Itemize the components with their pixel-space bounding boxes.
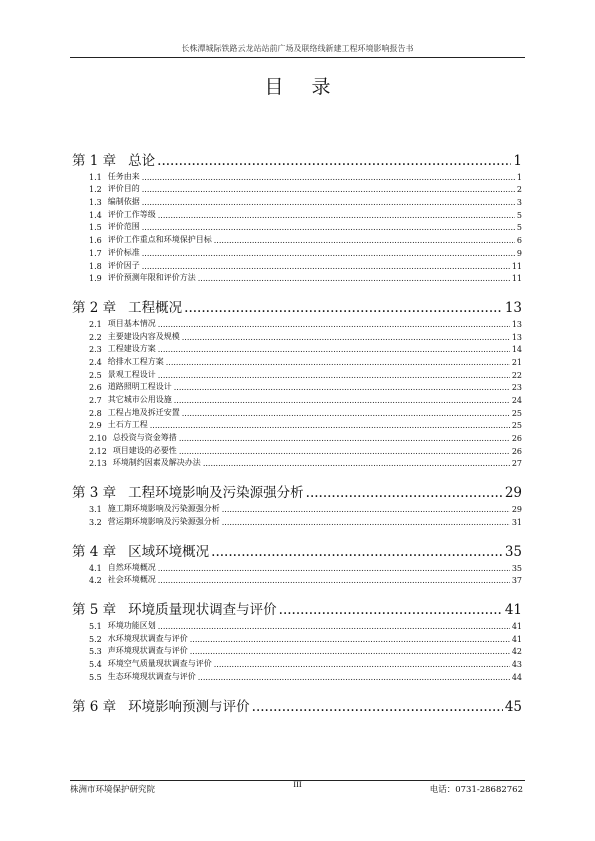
toc-section-entry[interactable] bbox=[72, 380, 522, 393]
toc-entry-number: 1.2 bbox=[89, 185, 102, 195]
toc-dot-leader bbox=[142, 262, 510, 271]
toc-entry-page: 22 bbox=[511, 370, 522, 380]
toc-entry-page: 6 bbox=[516, 236, 522, 246]
toc-dot-leader bbox=[142, 249, 515, 258]
toc-section-entry[interactable] bbox=[72, 194, 522, 207]
toc-entry-page: 5 bbox=[516, 210, 522, 220]
toc-entry-number: 2.12 bbox=[89, 446, 107, 456]
toc-entry-number: 4.2 bbox=[89, 576, 102, 586]
toc-entry-number: 5.5 bbox=[89, 672, 102, 682]
toc-section-entry[interactable] bbox=[72, 392, 522, 405]
toc-entry-number: 5.1 bbox=[89, 621, 102, 631]
chapter-gap bbox=[72, 283, 522, 297]
toc-entry-title: 环境空气质量现状调查与评价 bbox=[107, 658, 212, 668]
toc-section-entry[interactable] bbox=[72, 232, 522, 245]
toc-section-entry[interactable] bbox=[72, 271, 522, 284]
toc-entry-number: 1.5 bbox=[89, 223, 102, 233]
toc-dot-leader bbox=[179, 447, 510, 456]
toc-entry-number: 2.10 bbox=[89, 434, 107, 444]
toc-entry-number: 5.4 bbox=[89, 659, 102, 669]
toc-entry-title: 环境功能区划 bbox=[107, 620, 156, 630]
toc-chapter-entry[interactable] bbox=[72, 696, 522, 715]
toc-chapter-entry[interactable] bbox=[72, 599, 522, 618]
toc-entry-number: 1.3 bbox=[89, 198, 102, 208]
toc-dot-leader bbox=[158, 576, 510, 585]
toc-dot-leader bbox=[222, 505, 510, 514]
toc-entry-title: 编制依据 bbox=[107, 197, 140, 207]
toc-entry-title: 土石方工程 bbox=[107, 420, 148, 430]
toc-dot-leader bbox=[179, 434, 510, 443]
toc-dot-leader bbox=[158, 345, 510, 354]
toc-entry-title: 环境质量现状调查与评价 bbox=[128, 602, 277, 619]
toc-entry-number: 1.7 bbox=[89, 248, 102, 258]
toc-entry-page: 41 bbox=[504, 602, 522, 619]
toc-dot-leader bbox=[174, 396, 510, 405]
toc-section-entry[interactable] bbox=[72, 367, 522, 380]
toc-dot-leader bbox=[158, 371, 510, 380]
toc-dot-leader bbox=[142, 198, 515, 207]
toc-entry-number: 2.13 bbox=[89, 459, 107, 469]
toc-dot-leader bbox=[190, 635, 510, 644]
toc-section-entry[interactable] bbox=[72, 514, 522, 527]
toc-section-entry[interactable] bbox=[72, 245, 522, 258]
toc-section-entry[interactable] bbox=[72, 644, 522, 657]
toc-entry-number: 3.1 bbox=[89, 505, 102, 515]
toc-dot-leader bbox=[203, 459, 510, 468]
toc-entry-title: 评价因子 bbox=[107, 260, 140, 270]
toc-entry-number: 2.2 bbox=[89, 332, 102, 342]
toc-entry-title: 其它城市公用设施 bbox=[107, 395, 172, 404]
toc-entry-title: 任务由来 bbox=[107, 171, 140, 181]
toc-dot-leader bbox=[174, 383, 510, 392]
toc-entry-page: 26 bbox=[511, 446, 522, 456]
toc-entry-page: 27 bbox=[511, 459, 522, 469]
toc-section-entry[interactable] bbox=[72, 316, 522, 329]
toc-entry-page: 5 bbox=[516, 223, 522, 233]
running-header: 长株潭城际铁路云龙站站前广场及联络线新建工程环境影响报告书 bbox=[181, 44, 414, 53]
toc-entry-title: 项目基本情况 bbox=[107, 318, 156, 328]
page-title: 目录 bbox=[264, 76, 359, 98]
toc-chapter-entry[interactable] bbox=[72, 541, 522, 560]
toc-entry-page: 2 bbox=[516, 185, 522, 195]
toc-entry-title: 给排水工程方案 bbox=[107, 356, 164, 366]
toc-dot-leader bbox=[150, 421, 510, 430]
toc-entry-page: 11 bbox=[511, 261, 522, 271]
toc-entry-title: 总投资与资金筹措 bbox=[112, 433, 177, 443]
toc-section-entry[interactable] bbox=[72, 354, 522, 367]
toc-entry-title: 评价范围 bbox=[107, 222, 140, 232]
toc-entry-title: 声环境现状调查与评价 bbox=[107, 646, 188, 656]
toc-entry-page: 23 bbox=[511, 383, 522, 393]
toc-section-entry[interactable] bbox=[72, 560, 522, 573]
toc-dot-leader bbox=[158, 622, 510, 631]
toc-entry-number: 第 5 章 bbox=[72, 602, 117, 619]
toc-entry-title: 施工期环境影响及污染源强分析 bbox=[107, 504, 220, 514]
toc-entry-page: 14 bbox=[511, 345, 522, 355]
toc-dot-leader bbox=[182, 333, 510, 342]
toc-dot-leader bbox=[198, 274, 510, 283]
toc-dot-leader bbox=[252, 699, 503, 715]
toc-entry-page: 35 bbox=[511, 563, 522, 573]
toc-section-entry[interactable] bbox=[72, 169, 522, 182]
toc-entry-page: 29 bbox=[504, 485, 522, 502]
toc-entry-page: 26 bbox=[511, 434, 522, 444]
toc-entry-page: 13 bbox=[511, 332, 522, 342]
toc-entry-page: 1 bbox=[516, 172, 522, 182]
toc-section-entry[interactable] bbox=[72, 182, 522, 195]
toc-section-entry[interactable] bbox=[72, 220, 522, 233]
toc-section-entry[interactable] bbox=[72, 456, 522, 469]
toc-dot-leader bbox=[158, 211, 515, 220]
toc-entry-number: 2.6 bbox=[89, 383, 102, 393]
toc-entry-number: 1.4 bbox=[89, 210, 102, 220]
toc-entry-number: 2.8 bbox=[89, 408, 102, 418]
toc-entry-title: 工程环境影响及污染源强分析 bbox=[128, 485, 304, 502]
toc-entry-number: 5.2 bbox=[89, 634, 102, 644]
toc-entry-title: 水环境现状调查与评价 bbox=[107, 633, 188, 643]
chapter-gap bbox=[72, 585, 522, 599]
chapter-gap bbox=[72, 527, 522, 541]
toc-section-entry[interactable] bbox=[72, 573, 522, 586]
toc-section-entry[interactable] bbox=[72, 329, 522, 342]
toc-dot-leader bbox=[184, 300, 503, 316]
toc-section-entry[interactable] bbox=[72, 669, 522, 682]
toc-entry-number: 1.6 bbox=[89, 236, 102, 246]
toc-entry-page: 35 bbox=[504, 543, 522, 560]
toc-section-entry[interactable] bbox=[72, 430, 522, 443]
toc-entry-page: 29 bbox=[511, 505, 522, 515]
toc-chapter-entry[interactable] bbox=[72, 482, 522, 501]
toc-entry-title: 景观工程设计 bbox=[107, 369, 156, 379]
toc-section-entry[interactable] bbox=[72, 618, 522, 631]
toc-dot-leader bbox=[142, 185, 515, 194]
toc-dot-leader bbox=[211, 544, 503, 560]
toc-entry-number: 第 6 章 bbox=[72, 698, 117, 715]
toc-entry-title: 评价预测年限和评价方法 bbox=[107, 273, 196, 283]
toc-entry-page: 13 bbox=[511, 319, 522, 329]
toc-entry-number: 2.1 bbox=[89, 319, 102, 329]
header-rule bbox=[70, 57, 525, 58]
toc-entry-number: 2.5 bbox=[89, 370, 102, 380]
toc-dot-leader bbox=[157, 153, 511, 169]
toc-section-entry[interactable] bbox=[72, 631, 522, 644]
toc-dot-leader bbox=[306, 485, 503, 501]
toc-entry-title: 环境影响预测与评价 bbox=[128, 698, 250, 715]
toc-entry-number: 第 1 章 bbox=[72, 153, 117, 169]
toc-entry-page: 24 bbox=[511, 396, 522, 405]
toc-entry-title: 工程概况 bbox=[128, 300, 183, 317]
footer-organization: 株洲市环境保护研究院 bbox=[70, 785, 156, 795]
toc-entry-number: 第 4 章 bbox=[72, 543, 117, 560]
toc-section-entry[interactable] bbox=[72, 405, 522, 418]
toc-entry-title: 道路照明工程设计 bbox=[107, 382, 172, 392]
toc-entry-number: 2.7 bbox=[89, 396, 102, 405]
toc-dot-leader bbox=[182, 409, 510, 418]
table-of-contents bbox=[72, 150, 522, 715]
toc-section-entry[interactable] bbox=[72, 207, 522, 220]
toc-entry-title: 生态环境现状调查与评价 bbox=[107, 671, 196, 681]
toc-entry-page: 44 bbox=[511, 672, 522, 682]
toc-section-entry[interactable] bbox=[72, 501, 522, 514]
toc-section-entry[interactable] bbox=[72, 342, 522, 355]
toc-entry-page: 3 bbox=[516, 198, 522, 208]
toc-entry-title: 总论 bbox=[128, 153, 156, 169]
toc-dot-leader bbox=[158, 320, 510, 329]
toc-entry-page: 25 bbox=[511, 421, 522, 431]
toc-entry-title: 项目建设的必要性 bbox=[112, 445, 177, 455]
toc-entry-page: 31 bbox=[511, 517, 522, 527]
toc-dot-leader bbox=[279, 602, 503, 618]
chapter-gap bbox=[72, 468, 522, 482]
toc-entry-title: 营运期环境影响及污染源强分析 bbox=[107, 516, 220, 526]
toc-entry-page: 11 bbox=[511, 274, 522, 284]
toc-dot-leader bbox=[158, 564, 510, 573]
toc-dot-leader bbox=[214, 660, 510, 669]
footer-page-number: III bbox=[293, 779, 302, 789]
toc-dot-leader bbox=[222, 518, 510, 527]
toc-dot-leader bbox=[214, 236, 515, 245]
toc-dot-leader bbox=[190, 647, 510, 656]
toc-section-entry[interactable] bbox=[72, 443, 522, 456]
toc-entry-page: 21 bbox=[511, 357, 522, 367]
toc-entry-number: 1.9 bbox=[89, 274, 102, 284]
toc-entry-page: 13 bbox=[504, 300, 522, 317]
toc-entry-number: 1.8 bbox=[89, 261, 102, 271]
toc-section-entry[interactable] bbox=[72, 418, 522, 431]
toc-entry-number: 2.9 bbox=[89, 421, 102, 431]
toc-entry-title: 环境制约因素及解决办法 bbox=[112, 458, 201, 468]
toc-entry-number: 2.4 bbox=[89, 357, 102, 367]
toc-entry-page: 42 bbox=[511, 647, 522, 657]
toc-entry-number: 3.2 bbox=[89, 517, 102, 527]
toc-entry-title: 评价目的 bbox=[107, 184, 140, 194]
toc-dot-leader bbox=[166, 358, 510, 367]
toc-section-entry[interactable] bbox=[72, 258, 522, 271]
toc-entry-number: 4.1 bbox=[89, 563, 102, 573]
toc-entry-title: 区域环境概况 bbox=[128, 543, 210, 560]
toc-entry-title: 工程建设方案 bbox=[107, 344, 156, 354]
toc-entry-title: 主要建设内容及规模 bbox=[107, 331, 180, 341]
toc-entry-page: 37 bbox=[511, 576, 522, 586]
chapter-gap bbox=[72, 682, 522, 696]
toc-entry-number: 1.1 bbox=[89, 172, 102, 182]
toc-entry-page: 1 bbox=[513, 153, 522, 169]
toc-entry-number: 2.3 bbox=[89, 345, 102, 355]
toc-entry-page: 45 bbox=[504, 698, 522, 715]
toc-chapter-entry[interactable] bbox=[72, 150, 522, 169]
toc-dot-leader bbox=[142, 223, 515, 232]
toc-entry-title: 评价工作等级 bbox=[107, 209, 156, 219]
toc-entry-page: 41 bbox=[511, 634, 522, 644]
toc-entry-title: 评价标准 bbox=[107, 247, 140, 257]
toc-entry-number: 第 2 章 bbox=[72, 300, 117, 317]
footer-phone: 电话：0731-28682762 bbox=[429, 785, 523, 795]
toc-entry-page: 41 bbox=[511, 621, 522, 631]
toc-entry-title: 工程占地及拆迁安置 bbox=[107, 407, 180, 417]
toc-section-entry[interactable] bbox=[72, 656, 522, 669]
toc-dot-leader bbox=[198, 673, 510, 682]
toc-entry-title: 自然环境概况 bbox=[107, 562, 156, 572]
toc-entry-page: 43 bbox=[511, 659, 522, 669]
toc-entry-title: 评价工作重点和环境保护目标 bbox=[107, 235, 212, 245]
toc-entry-number: 第 3 章 bbox=[72, 485, 117, 502]
toc-entry-title: 社会环境概况 bbox=[107, 575, 156, 585]
toc-entry-page: 9 bbox=[516, 248, 522, 258]
toc-dot-leader bbox=[142, 173, 515, 182]
toc-entry-number: 5.3 bbox=[89, 647, 102, 657]
toc-chapter-entry[interactable] bbox=[72, 297, 522, 316]
toc-entry-page: 25 bbox=[511, 408, 522, 418]
